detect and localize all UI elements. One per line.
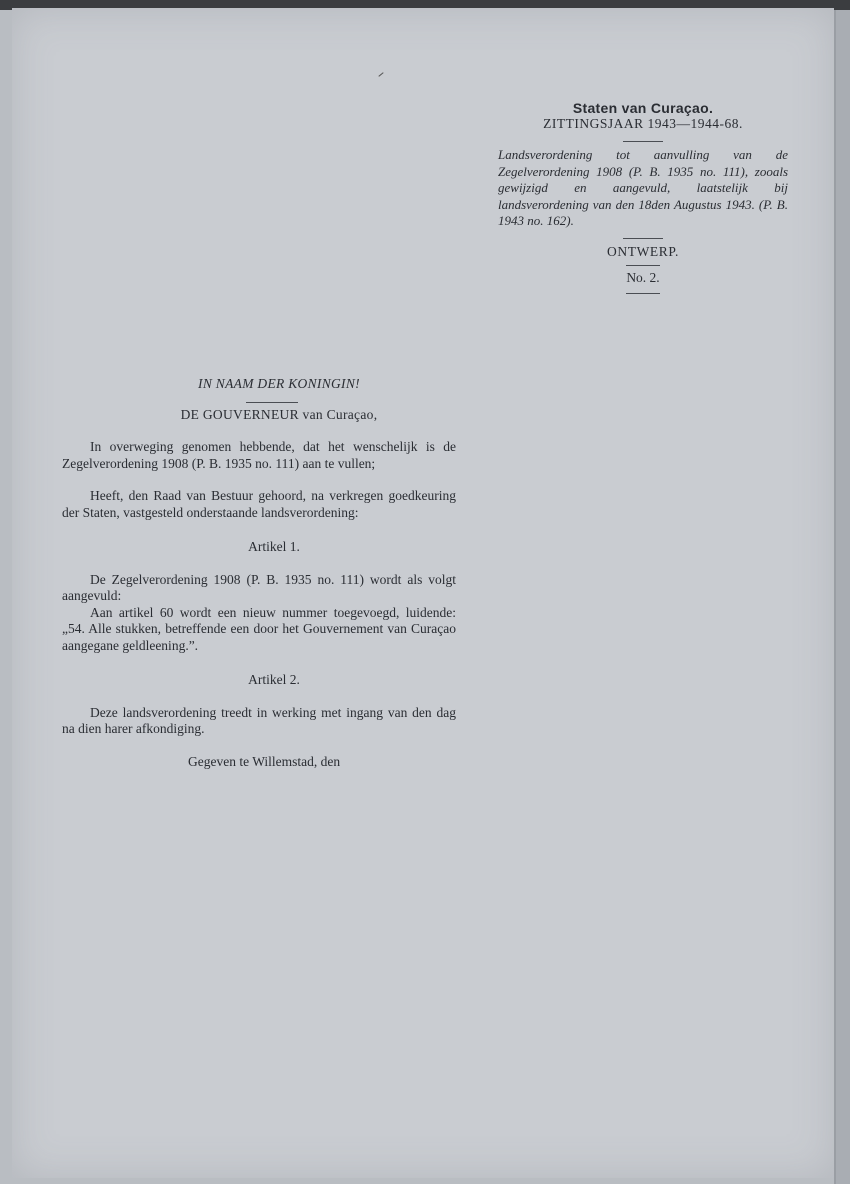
governor-line: DE GOUVERNEUR van Curaçao, (180, 406, 378, 422)
divider (623, 238, 663, 239)
article-1-amendment: Aan artikel 60 wordt een nieuw nummer toegevoegd, luidende: „54. Alle stukken, betreffende een door het Gouvernement van Curaçao aangegane geldleening.”. (62, 604, 456, 653)
preamble-enactment: Heeft, den Raad van Bestuur gehoord, na verkregen goedkeuring der Staten, vastgesteld onderstaande landsverordening: (62, 488, 456, 520)
ordinance-body (62, 376, 456, 770)
divider (626, 265, 660, 266)
page-edge-line (834, 10, 836, 1184)
pencil-mark (378, 72, 383, 77)
salutation: IN NAAM DER KONINGIN! (198, 376, 360, 391)
scan-right-border (834, 10, 850, 1184)
document-header (498, 100, 788, 294)
preamble-consideration: In overweging genomen hebbende, dat het wenschelijk is de Zegelverordening 1908 (P. B. 1935 no. 111) aan te vullen; (62, 439, 456, 471)
divider (623, 141, 663, 142)
draft-number: No. 2. (626, 269, 660, 285)
article-1-heading: Artikel 1. (248, 539, 300, 554)
divider (246, 402, 298, 403)
session-year: ZITTINGSJAAR 1943—1944-68. (543, 116, 743, 131)
divider (626, 293, 660, 294)
draft-label: ONTWERP. (607, 243, 679, 259)
article-2-text: Deze landsverordening treedt in werking met ingang van den dag na dien harer afkondiging. (62, 704, 456, 736)
ordinance-subject: Landsverordening tot aanvulling van de Zegelverordening 1908 (P. B. 1935 no. 111), zooals gewijzigd en aangevuld, laatstelijk bij landsverordening van den 18den Augustus 1943. (P. B. 1943 no. 162). (498, 147, 788, 228)
signoff-line: Gegeven te Willemstad, den (188, 753, 341, 769)
article-2-heading: Artikel 2. (248, 672, 300, 687)
body-title: Staten van Curaçao. (572, 100, 714, 116)
article-1-text: De Zegelverordening 1908 (P. B. 1935 no. 111) wordt als volgt aangevuld: (62, 571, 456, 603)
